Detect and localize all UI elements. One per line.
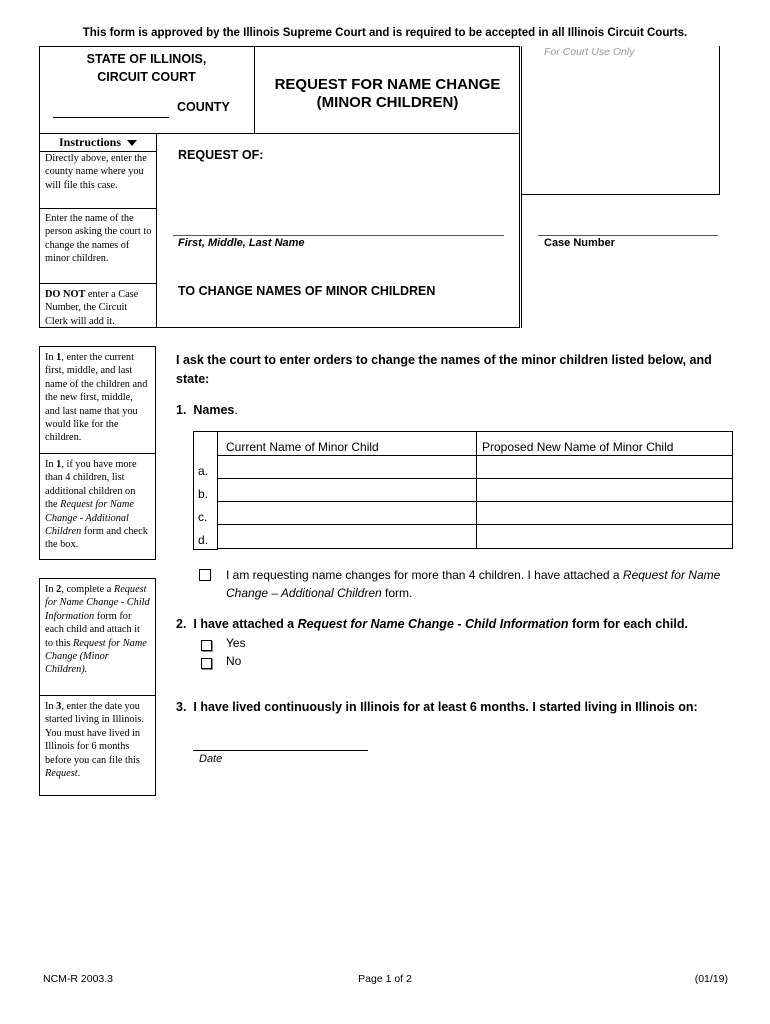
approval-notice: This form is approved by the Illinois Supreme Court and is required to be accepted in all Illinois Circuit Courts.: [82, 27, 688, 39]
triangle-down-icon: [127, 139, 137, 147]
court-use-right-rule: [719, 46, 720, 195]
proposed-name-c[interactable]: [476, 501, 733, 525]
instruction-child-info: In 2, complete a Request for Name Change - Child Information form for each child and attach it to this Request for Name Change (Minor Children).: [39, 578, 156, 696]
no-checkbox[interactable]: [201, 658, 212, 669]
names-table: [193, 431, 733, 549]
instructions-heading: Instructions: [40, 135, 156, 150]
residency-date-field[interactable]: [193, 750, 368, 751]
proposed-name-b[interactable]: [476, 478, 733, 502]
section-1-heading: 1. Names.: [176, 403, 238, 417]
intro-statement: I ask the court to enter orders to change the names of the minor children listed below, and state:: [176, 353, 712, 386]
current-name-c[interactable]: [217, 501, 477, 525]
instruction-case-number: DO NOT enter a Case Number, the Circuit Clerk will add it.: [45, 289, 139, 327]
more-children-checkbox[interactable]: [199, 569, 211, 581]
yes-label: Yes: [226, 636, 246, 650]
proposed-name-a[interactable]: [476, 455, 733, 479]
form-version: (01/19): [694, 973, 728, 985]
instruction-petitioner: Enter the name of the person asking the court to change the names of minor children.: [45, 213, 152, 265]
current-name-b[interactable]: [217, 478, 477, 502]
case-number-caption: Case Number: [544, 237, 615, 249]
row-label-a: a.: [198, 464, 209, 478]
instruction-additional: In 1, if you have more than 4 children, list additional children on the Request for Name Change - Additional Children form and check the box.: [39, 454, 156, 560]
state-label: STATE OF ILLINOIS,: [86, 52, 207, 66]
current-name-d[interactable]: [217, 524, 477, 549]
court-label: CIRCUIT COURT: [97, 70, 196, 84]
form-id: NCM-R 2003.3: [43, 973, 114, 985]
to-change-label: TO CHANGE NAMES OF MINOR CHILDREN: [178, 284, 436, 298]
court-use-left-rule: [521, 46, 522, 328]
date-caption: Date: [199, 753, 223, 765]
court-use-rule: [522, 194, 719, 195]
case-number-field[interactable]: [538, 235, 718, 236]
instruction-residency: In 3, enter the date you started living in Illinois. You must have lived in Illinois for 6 months before you can file this Request.: [39, 696, 156, 796]
caption-rule: [39, 133, 520, 134]
request-of-label: REQUEST OF:: [178, 148, 264, 162]
column-header-current: Current Name of Minor Child: [217, 431, 477, 456]
instruction-names: In 1, enter the current first, middle, and last name of the children and the new first, middle, and last name that you would like for the children.: [39, 346, 156, 454]
page-number: Page 1 of 2: [358, 973, 412, 985]
row-label-c: c.: [198, 510, 208, 524]
petitioner-name-field[interactable]: [173, 235, 504, 236]
row-label-d: d.: [198, 533, 209, 547]
county-label: COUNTY: [177, 100, 230, 114]
form-title: REQUEST FOR NAME CHANGE (MINOR CHILDREN): [274, 76, 501, 111]
yes-checkbox[interactable]: [201, 640, 212, 651]
section-2-heading: 2. I have attached a Request for Name Change - Child Information form for each child.: [176, 617, 688, 631]
more-children-text: I am requesting name changes for more than 4 children. I have attached a Request for Name Change – Additional Children form.: [226, 568, 721, 600]
county-field[interactable]: [53, 117, 169, 118]
instruction-county: Directly above, enter the county name where you will file this case.: [45, 153, 147, 191]
column-header-proposed: Proposed New Name of Minor Child: [476, 431, 733, 456]
court-use-label: For Court Use Only: [544, 46, 635, 58]
no-label: No: [226, 654, 242, 668]
row-label-b: b.: [198, 487, 209, 501]
current-name-a[interactable]: [217, 455, 477, 479]
section-3-heading: 3. I have lived continuously in Illinois for at least 6 months. I started living in Illinois on:: [176, 700, 698, 714]
proposed-name-d[interactable]: [476, 524, 733, 549]
name-caption: First, Middle, Last Name: [178, 237, 305, 249]
